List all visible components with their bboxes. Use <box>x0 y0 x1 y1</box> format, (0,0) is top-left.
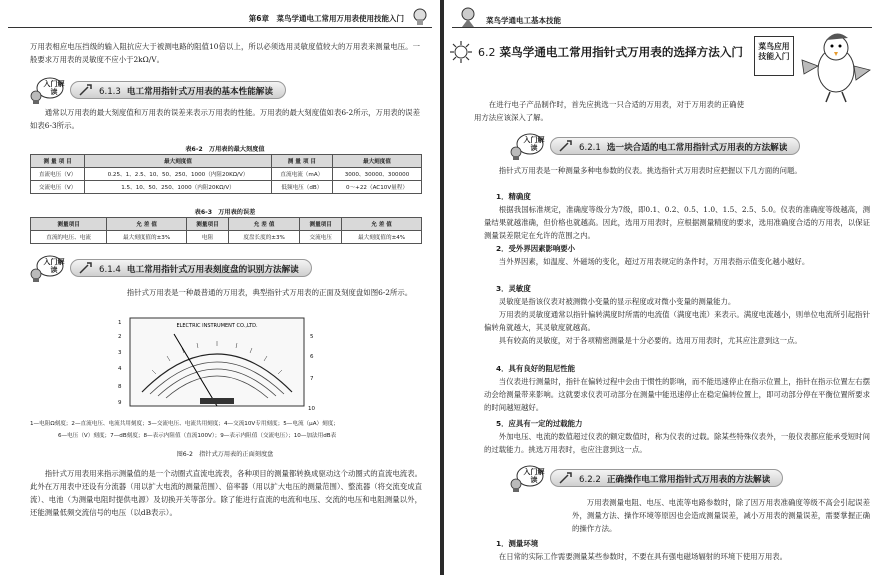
bottom-paragraph: 指针式万用表用来指示测量值的是一个动圈式直流电流表，各种项目的测量都转换成驱动这个动圈式的直流电流表。此外在万用表中还设有分流器（用以扩大电流的测量范围）、倍率器（用以扩大电压的测量范围）、整流器（将交流变成直流）、电池（为测量电阻时提供电源）及切换开关等部分。除了能进行直流的电流和电压、交流的电压和电阻测量以外，还能测量低频交流信号的电压（以dB表示）。 <box>30 469 422 517</box>
item-4-title: 4．具有良好的阻尼性能 <box>496 364 576 373</box>
item-3-text-2: 万用表的灵敏度通常以指针偏转满度时所需的电流值（满度电流）来表示。满度电流越小，则单位电流所引起指针偏转角就越大，其灵敏度就越高。 <box>484 310 870 332</box>
table-cell: 1.5、10、50、250、1000（内阻20KΩ/V） <box>85 181 272 194</box>
badge-label: 入门解读 <box>43 258 65 274</box>
mirror-strip <box>200 398 234 404</box>
badge-label: 入门解读 <box>43 80 65 96</box>
gear-flower-icon <box>448 40 474 64</box>
table-header-cell: 允 差 值 <box>228 218 299 231</box>
table-6-2-caption: 表6-2 万用表的最大刻度值 <box>185 146 265 153</box>
table-cell: 0.25、1、2.5、10、50、250、1000（内阻20KΩ/V） <box>85 168 272 181</box>
table-cell: 直流电流（mA） <box>271 168 332 181</box>
callout-2: 2 <box>118 334 122 340</box>
item-3-text-3: 具有较高的灵敏度，对于各项精密测量是十分必要的。选用万用表时，尤其应注意到这一点。 <box>498 336 802 345</box>
left-page <box>0 0 440 575</box>
badge-label: 入门解读 <box>523 468 545 484</box>
intro-paragraph: 万用表相应电压挡级的输入阻抗应大于被测电路的阻值10倍以上，所以必须选用灵敏度值较大的万用表来测量电压。一般要求万用表的灵敏度不应小于2kΩ/V。 <box>30 42 420 64</box>
table-header-cell: 测量项目 <box>31 218 107 231</box>
item-3-title: 3．灵敏度 <box>496 284 531 293</box>
table-row <box>31 168 422 181</box>
section-title: 正确操作电工常用指针式万用表的方法解读 <box>606 475 771 485</box>
meter-brand-text: ELECTRIC INSTRUMENT CO.,LTD. <box>176 323 258 329</box>
table-cell: 交流电压 <box>300 231 342 244</box>
table-cell: 直流电压（V） <box>31 168 85 181</box>
table-cell: 交流电压（V） <box>31 181 85 194</box>
meter-dial-figure <box>112 314 322 414</box>
section-title: 菜鸟学通电工常用指针式万用表的选择方法入门 <box>499 45 744 59</box>
section-title-pill <box>70 259 312 277</box>
section-number: 6.2.2 <box>579 475 601 485</box>
callout-3: 3 <box>118 350 122 356</box>
right-running-header <box>452 6 872 28</box>
table-cell: 最大刻度值的±4% <box>342 231 422 244</box>
callout-4: 4 <box>118 366 122 372</box>
item-4-text: 当仪表进行测量时，指针在偏转过程中会由于惯性的影响，而不能迅速停止在指示位置上，指针在指示位置左右摆动会给测量带来影响。这就要求仪表可动部分在测量中能迅速停止在稳定偏转位置上，即可动部分停在平衡位置所要求的时间越短越好。 <box>484 377 870 412</box>
section-6-2-paragraph: 在进行电子产品制作时，首先应挑选一只合适的万用表，对于万用表的正确使用方法应该深入了解。 <box>474 100 744 122</box>
table-header-row <box>31 155 422 168</box>
table-header-cell: 最大刻度值 <box>85 155 272 168</box>
table-row <box>31 231 422 244</box>
wrench-icon <box>79 262 93 274</box>
table-cell: 0～+22（AC10V量程） <box>332 181 421 194</box>
section-6-1-4-paragraph: 指针式万用表是一种最普通的万用表，典型指针式万用表的正面及刻度盘如图6-2所示。 <box>126 288 413 297</box>
callout-7: 7 <box>310 376 314 382</box>
item-5-text: 外加电压、电流的数值超过仪表的额定数值时，称为仪表的过载。除某些特殊仪表外，一般仪表都应能承受短时间的过载能力。挑选万用表时，也应注意到这一点。 <box>484 432 870 454</box>
right-page <box>444 0 882 575</box>
section-6-2-heading <box>478 44 748 61</box>
section-title: 电工常用指针式万用表刻度盘的识别方法解读 <box>126 265 299 275</box>
item-3-text: 灵敏度是指该仪表对被测微小变量的显示程度或对微小变量的测量能力。 <box>498 297 736 306</box>
section-6-2-2-paragraph: 万用表测量电阻、电压、电流等电路参数时，除了因万用表准确度等级不高会引起误差外，测量方法、操作环境等原因也会造成测量误差，减小万用表的测量误差，需要掌握正确的操作方法。 <box>572 498 870 533</box>
wrench-icon <box>559 472 573 484</box>
section-6-1-3-paragraph: 通常以万用表的最大刻度值和万用表的误差来表示万用表的性能。万用表的最大刻度值如表6-2所示，万用表的误差如表6-3所示。 <box>30 108 420 130</box>
table-cell: 最大刻度值的±3% <box>107 231 187 244</box>
figure-title: 图6-2 指针式万用表的正面刻度盘 <box>176 451 274 458</box>
table-header-cell: 测量项目 <box>300 218 342 231</box>
badge-label: 入门解读 <box>523 136 545 152</box>
callout-5: 5 <box>310 334 314 340</box>
wrench-icon <box>79 84 93 96</box>
table-cell: 电阻 <box>187 231 229 244</box>
section-6-2-2-heading <box>510 464 860 490</box>
table-header-cell: 测 量 项 目 <box>31 155 85 168</box>
table-header-row <box>31 218 422 231</box>
table-cell: 低频电压（dB） <box>271 181 332 194</box>
callout-1: 1 <box>118 320 122 326</box>
table-header-cell: 允 差 值 <box>342 218 422 231</box>
section-title-pill <box>550 469 783 487</box>
table-header-cell: 最大刻度值 <box>332 155 421 168</box>
section-number: 6.1.3 <box>99 87 121 97</box>
item-5-title: 5．应具有一定的过载能力 <box>496 419 583 428</box>
table-cell: 直流的电压、电流 <box>31 231 107 244</box>
env-text: 在日常的实际工作需要测量某些参数时，不要在具有强电磁场辐射的环境下使用万用表。 <box>498 552 788 561</box>
section-6-1-4-heading <box>30 254 400 280</box>
table-6-2 <box>30 154 422 194</box>
item-2-title: 2．受外界因素影响要小 <box>496 244 576 253</box>
table-header-cell: 测量项目 <box>187 218 229 231</box>
section-6-2-1-heading <box>510 132 860 158</box>
section-6-1-3-heading <box>30 76 360 102</box>
env-title: 1．测量环境 <box>496 539 539 548</box>
cartoon-figure-icon <box>456 6 480 28</box>
cartoon-bird-illustration <box>796 30 876 104</box>
callout-8: 8 <box>118 384 122 390</box>
section-title-pill <box>70 81 286 99</box>
wrench-icon <box>559 140 573 152</box>
callout-9: 9 <box>118 400 122 406</box>
table-6-3 <box>30 217 422 244</box>
section-title-pill <box>550 137 800 155</box>
figure-legend-line-1: 1—电阻Ω刻度；2—直流电压、电流共用刻度；3—交流电压、电流共用刻度；4—交流10V专用刻度；5—电流（μA）刻度； <box>30 421 339 427</box>
cartoon-hand-icon <box>410 6 430 26</box>
section-title: 选一块合适的电工常用指针式万用表的方法解读 <box>606 143 788 153</box>
table-6-3-caption: 表6-3 万用表的误差 <box>194 209 256 216</box>
right-header-text: 菜鸟学通电工基本技能 <box>486 16 561 25</box>
section-number: 6.1.4 <box>99 265 121 275</box>
section-6-2-1-paragraph: 指针式万用表是一种测量多种电参数的仪表。挑选指针式万用表时应把握以下几方面的问题。 <box>498 166 802 175</box>
item-2-text: 当外界因素，如温度、外磁场的变化，超过万用表规定的条件时，万用表指示值变化越小越好。 <box>498 257 810 266</box>
table-cell: 度盘长度的±3% <box>228 231 299 244</box>
table-header-cell: 测 量 项 目 <box>271 155 332 168</box>
item-1-text: 根据我国标准规定，准确度等级分为7级，即0.1、0.2、0.5、1.0、1.5、2.5、5.0。仪表的准确度等级越高，测量结果就越准确，但价格也就越高。因此，选用万用表时，应根据测量精度的要求，选用准确度合适的万用表，以保证测量误差限定在允许的范围之内。 <box>484 205 870 240</box>
callout-10: 10 <box>308 406 315 412</box>
table-row <box>31 181 422 194</box>
skill-callout-box: 菜鸟应用技能入门 <box>754 36 794 76</box>
table-header-cell: 允 差 值 <box>107 218 187 231</box>
left-header-text: 第6章 菜鸟学通电工常用万用表使用技能入门 <box>248 14 404 23</box>
item-1-title: 1．精确度 <box>496 192 531 201</box>
section-number: 6.2.1 <box>579 143 601 153</box>
callout-6: 6 <box>310 354 314 360</box>
section-number: 6.2 <box>478 46 496 59</box>
figure-legend-line-2: 6—电压（V）刻度；7—dB刻度；8—表示内阻值（直流100V）；9—表示内阻值（交流电压）；10—加法用dB表 <box>58 433 337 439</box>
section-title: 电工常用指针式万用表的基本性能解读 <box>126 87 273 97</box>
left-running-header <box>8 6 432 28</box>
table-cell: 3000、30000、300000 <box>332 168 421 181</box>
